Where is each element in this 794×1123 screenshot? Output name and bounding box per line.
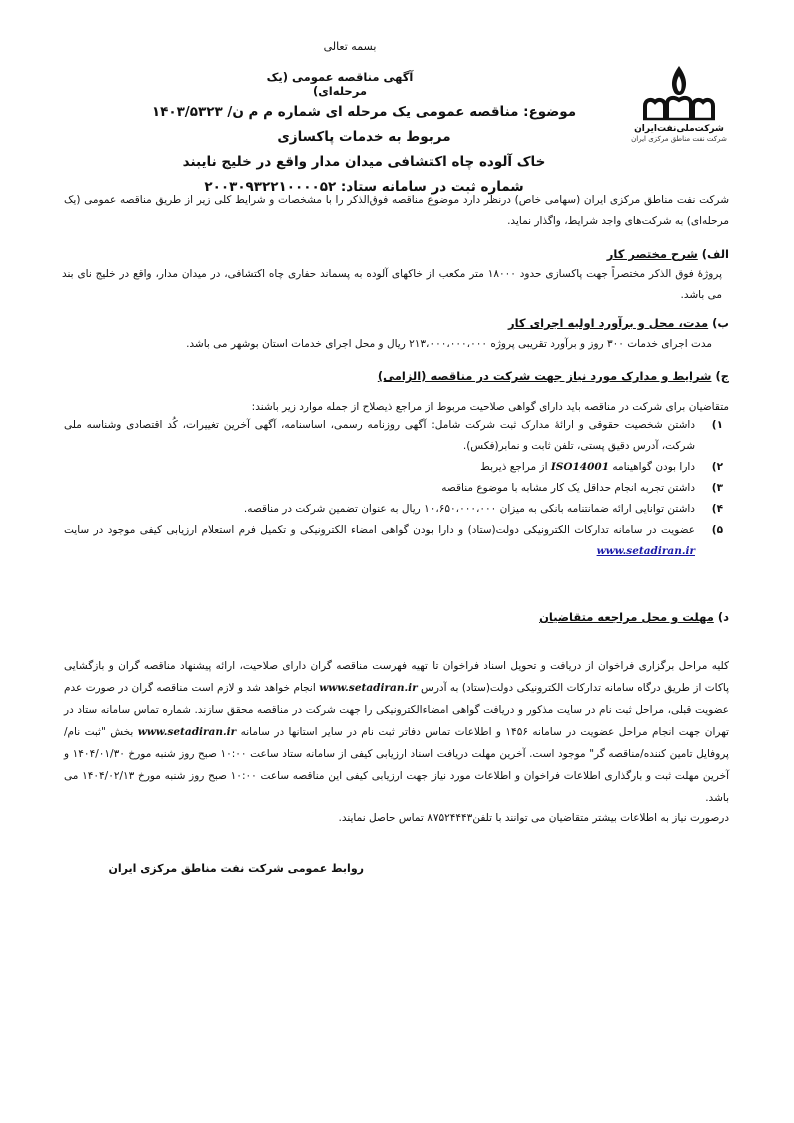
company-logo	[624, 62, 734, 143]
section-d-body	[64, 655, 729, 809]
bismillah-heading: بسمه تعالی	[323, 40, 377, 53]
registration-number: شماره ثبت در سامانه ستاد: ۲۰۰۳۰۹۳۲۲۱۰۰۰۰۵۲	[204, 179, 524, 195]
iso-certificate-code: ISO14001	[550, 461, 609, 473]
setadiran-address[interactable]: www.setadiran.ir	[319, 682, 418, 694]
section-b-heading	[508, 316, 729, 330]
subject-line-1: موضوع: مناقصه عمومی یک مرحله ای شماره م م ن/ ۱۴۰۳/۵۳۲۳ مربوط به خدمات پاکسازی	[151, 104, 577, 145]
section-c-prefix: ج)	[711, 369, 729, 383]
nioc-flame-logo-icon	[639, 62, 719, 122]
section-d-title: مهلت و محل مراجعه متقاضیان	[539, 610, 714, 624]
list-item-text: دارا بودن گواهینامه	[609, 461, 695, 473]
section-d-text: بخش "ثبت نام/پروفایل تامین کننده/مناقصه گر" موجود است. آخرین مهلت دریافت اسناد ارزیابی کیفی از سامانه ستاد ساعت ۱۰:۰۰ صبح روز شنبه مورخ ۱۴۰۴/۰۱/۳۰ و آخرین مهلت ثبت و بارگذاری اطلاعات فراخوان و اطلاعات مورد نیاز جهت ارزیابی کیفی این مناقصه ساعت ۱۰:۰۰ صبح روز شنبه مورخ ۱۴۰۴/۰۲/۱۳ می باشد.	[64, 726, 729, 804]
list-item-text: عضویت در سامانه تدارکات الکترونیکی دولت(ستاد) و دارا بودن گواهی امضاء الکترونیکی و تکمیل فرم استعلام ارزیابی کیفی موجود در سایت	[64, 524, 695, 536]
section-a-heading	[607, 247, 729, 261]
list-item-number: ۱)	[711, 419, 723, 431]
list-item-text: از مراجع ذیربط	[480, 461, 551, 473]
list-item	[64, 478, 729, 499]
list-item-number: ۲)	[711, 461, 723, 473]
section-b-title: مدت، محل و برآورد اولیه اجرای کار	[507, 316, 709, 330]
list-item-number: ۵)	[711, 524, 723, 536]
section-d-text: کلیه مراحل برگزاری فراخوان از دریافت و تحویل اسناد فراخوان تا تهیه فهرست مناقصه گران دارای صلاحیت، ارائه پیشنهاد مناقصه گران و بازگشایی پاکات از طریق درگاه سامانه تدارکات الکترونیکی دولت(ستاد) به آدرس	[64, 660, 729, 694]
section-d-text: انجام خواهد شد و لازم است مناقصه گران در صورت عدم عضویت قبلی، مراحل ثبت نام در سایت مذکور و دریافت گواهی امضاءالکترونیکی را جهت شرکت در مناقصه محقق سازند. شماره تماس سامانه ستاد در تهران جهت انجام مراحل عضویت در سامانه ۱۴۵۶ و اطلاعات تماس دفاتر ثبت نام در سایر استانها در سامانه	[64, 682, 729, 738]
list-item	[64, 457, 729, 478]
contact-paragraph: درصورت نیاز به اطلاعات بیشتر متقاضیان می توانند با تلفن۸۷۵۲۴۴۴۳ تماس حاصل نمایند.	[338, 812, 729, 824]
list-item	[64, 415, 729, 457]
section-a-title: شرح مختصر کار	[606, 247, 698, 261]
subject-line-2: خاک آلوده چاه اکتشافی میدان مدار واقع در خلیج نایبند	[182, 154, 546, 170]
list-item	[64, 499, 729, 520]
logo-company-subname: شرکت نفت مناطق مرکزی ایران	[631, 135, 727, 143]
list-item-number: ۴)	[711, 503, 723, 515]
section-a-body: پروژۀ فوق الذکر مختصراً جهت پاکسازی حدود ۱۸۰۰۰ متر مکعب از خاکهای آلوده به پسماند حفاری چاه اکتشافی، در میدان مدار، واقع در خلیج نای بند می باشد.	[62, 268, 723, 301]
section-b-prefix: ب)	[708, 316, 729, 330]
public-relations-signature: روابط عمومی شرکت نفت مناطق مرکزی ایران	[108, 862, 364, 875]
notice-title: آگهی مناقصه عمومی (یک مرحله‌ای)	[266, 70, 414, 98]
logo-company-name: شرکت‌ملی‌نفت‌ایران	[634, 124, 724, 134]
list-item-text: داشتن تجربه انجام حداقل یک کار مشابه با موضوع مناقصه	[441, 482, 695, 494]
list-item-number: ۳)	[711, 482, 723, 494]
section-b-body: مدت اجرای خدمات ۳۰۰ روز و برآورد تقریبی پروژه ۲۱۳،۰۰۰،۰۰۰،۰۰۰ ریال و محل اجرای خدمات استان بوشهر می باشد.	[186, 338, 712, 350]
section-d-prefix: د)	[713, 610, 729, 624]
requirements-list	[64, 415, 729, 562]
section-c-heading	[378, 369, 729, 383]
subject-block	[134, 100, 594, 200]
list-item	[64, 520, 729, 562]
list-item-text: داشتن شخصیت حقوقی و ارائۀ مدارک ثبت شرکت شامل: آگهی روزنامه رسمی، اساسنامه، آگهی آخرین تغییرات، کُد اقتصادی وشناسه ملی شرکت، آدرس دقیق پستی، تلفن ثابت و نمابر(فکس).	[64, 419, 695, 452]
section-c-title: شرایط و مدارک مورد نیاز جهت شرکت در مناقصه (الزامی)	[377, 369, 712, 383]
section-a-prefix: الف)	[697, 247, 729, 261]
section-c-intro: متقاضیان برای شرکت در مناقصه باید دارای گواهی صلاحیت مربوط از مراجع ذیصلاح از جمله موارد زیر باشند:	[251, 401, 729, 413]
list-item-text: داشتن توانایی ارائه ضمانتنامه بانکی به میزان ۱۰،۶۵۰،۰۰۰،۰۰۰ ریال به عنوان تضمین شرکت در مناقصه.	[243, 503, 695, 515]
intro-paragraph: شرکت نفت مناطق مرکزی ایران (سهامی خاص) درنظر دارد موضوع مناقصه فوق‌الذکر را با مشخصات و شرایط کلی زیر از طریق مناقصه عمومی (یک مرحله‌ای) به شرکت‌های واجد شرایط، واگذار نماید.	[64, 194, 729, 227]
section-d-heading	[539, 610, 729, 624]
setadiran-address[interactable]: www.setadiran.ir	[137, 726, 237, 738]
setadiran-link[interactable]: www.setadiran.ir	[596, 545, 695, 557]
